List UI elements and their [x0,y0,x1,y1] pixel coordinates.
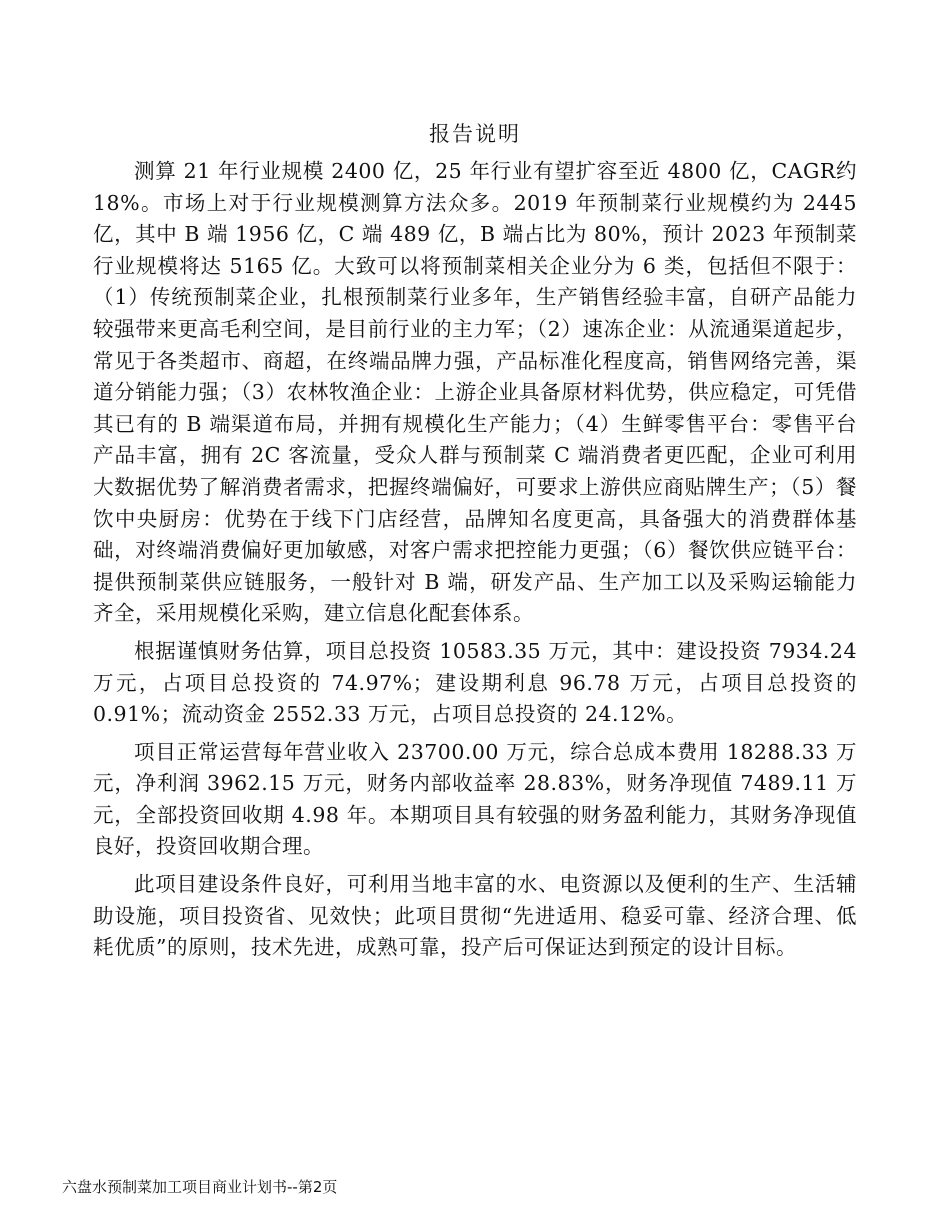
report-body [93,156,857,970]
paragraph-investment: 根据谨慎财务估算，项目总投资 10583.35 万元，其中：建设投资 7934.24 万元，占项目总投资的 74.97%；建设期利息 96.78 万元，占项目总投资的 0.91%；流动资金 2552.33 万元，占项目总投资的 24.12%。 [93,638,857,727]
paragraph-financials: 项目正常运营每年营业收入 23700.00 万元，综合总成本费用 18288.33 万元，净利润 3962.15 万元，财务内部收益率 28.83%，财务净现值 7489.11 万元，全部投资回收期 4.98 年。本期项目具有较强的财务盈利能力，其财务净现值良好，投资回收期合理。 [93,739,857,859]
paragraph-industry-scale: 测算 21 年行业规模 2400 亿，25 年行业有望扩容至近 4800 亿，CAGR约 18%。市场上对于行业规模测算方法众多。2019 年预制菜行业规模约为 2445 亿，其中 B 端 1956 亿，C 端 489 亿，B 端占比为 80%，预计 2023 年预制菜行业规模将达 5165 亿。大致可以将预制菜相关企业分为 6 类，包括但不限于：（1）传统预制菜企业，扎根预制菜行业多年，生产销售经验丰富，自研产品能力较强带来更高毛利空间，是目前行业的主力军；（2）速冻企业：从流通渠道起步，常见于各类超市、商超，在终端品牌力强，产品标准化程度高，销售网络完善，渠道分销能力强；（3）农林牧渔企业：上游企业具备原材料优势，供应稳定，可凭借其已有的 B 端渠道布局，并拥有规模化生产能力；（4）生鲜零售平台：零售平台产品丰富，拥有 2C 客流量，受众人群与预制菜 C 端消费者更匹配，企业可利用大数据优势了解消费者需求，把握终端偏好，可要求上游供应商贴牌生产；（5）餐饮中央厨房：优势在于线下门店经营，品牌知名度更高，具备强大的消费群体基础，对终端消费偏好更加敏感，对客户需求把控能力更强；（6）餐饮供应链平台：提供预制菜供应链服务，一般针对 B 端，研发产品、生产加工以及采购运输能力齐全，采用规模化采购，建立信息化配套体系。 [93,159,857,626]
paragraph-conditions: 此项目建设条件良好，可利用当地丰富的水、电资源以及便利的生产、生活辅助设施，项目投资省、见效快；此项目贯彻“先进适用、稳妥可靠、经济合理、低耗优质”的原则，技术先进，成熟可靠，投产后可保证达到预定的设计目标。 [93,872,857,960]
page-title: 报告说明 [429,122,521,146]
page-footer: 六盘水预制菜加工项目商业计划书--第2页 [62,1178,338,1196]
